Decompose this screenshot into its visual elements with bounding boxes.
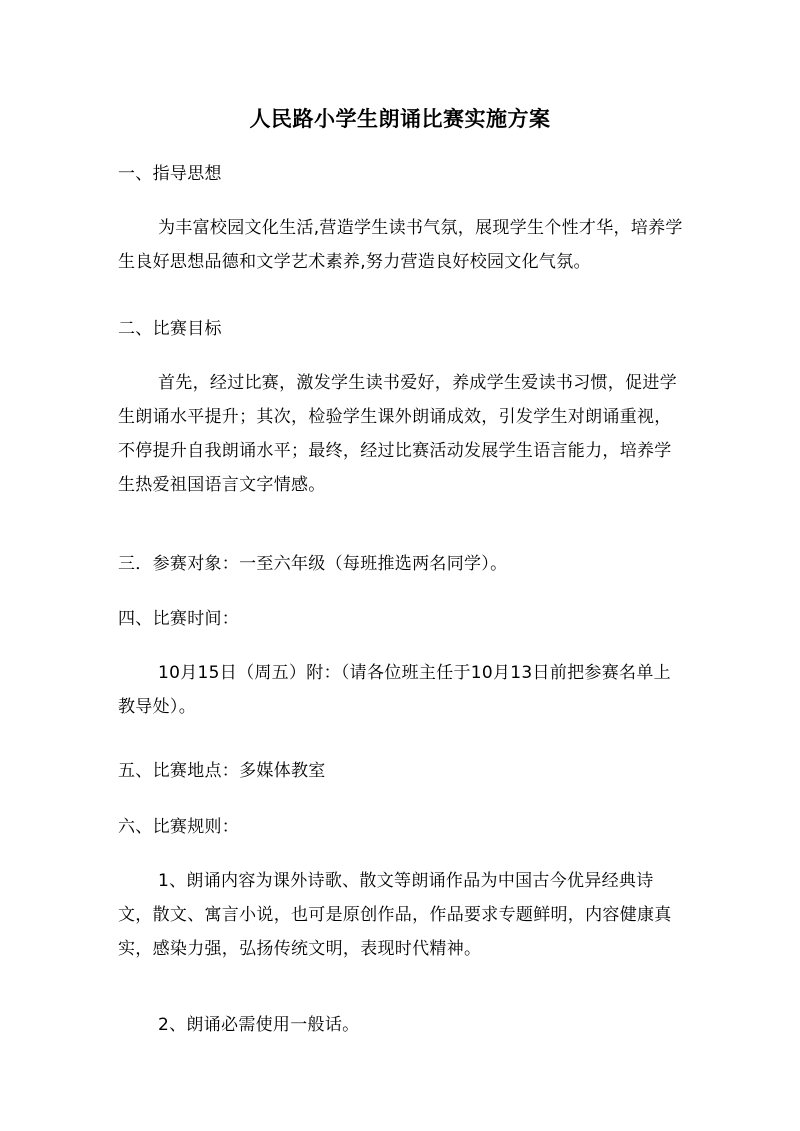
section-6-paragraph-1: 1、朗诵内容为课外诗歌、散文等朗诵作品为中国古今优异经典诗文，散文、寓言小说，也可是原创作品，作品要求专题鲜明，内容健康真实，感染力强，弘扬传统文明，表现时代精神。: [118, 871, 672, 959]
section-4-heading: 四、比赛时间：: [118, 609, 240, 629]
section-5-heading: 五、比赛地点：多媒体教室: [118, 761, 326, 781]
section-1-paragraph-1: 为丰富校园文化生活,营造学生读书气氛，展现学生个性才华，培养学生良好思想品德和文学艺术素养,努力营造良好校园文化气氛。: [118, 218, 683, 272]
section-1-heading: 一、指导思想: [118, 164, 222, 184]
section-2-paragraph-1: 首先，经过比赛，激发学生读书爱好，养成学生爱读书习惯，促进学生朗诵水平提升；其次，检验学生课外朗诵成效，引发学生对朗诵重视，不停提升自我朗诵水平；最终，经过比赛活动发展学生语言能力，培养学生热爱祖国语言文字情感。: [118, 373, 677, 495]
document-title: 人民路小学生朗诵比赛实施方案: [249, 107, 551, 131]
section-3-heading: 三．参赛对象：一至六年级（每班推选两名同学）。: [118, 554, 508, 574]
section-6-heading: 六、比赛规则：: [118, 817, 240, 837]
section-2-heading: 二、比赛目标: [118, 319, 222, 339]
section-6-paragraph-2: 2、朗诵必需使用一般话。: [158, 1015, 360, 1035]
section-4-paragraph-1: 10月15日（周五）附：（请各位班主任于10月13日前把参赛名单上教导处）。: [118, 663, 671, 717]
